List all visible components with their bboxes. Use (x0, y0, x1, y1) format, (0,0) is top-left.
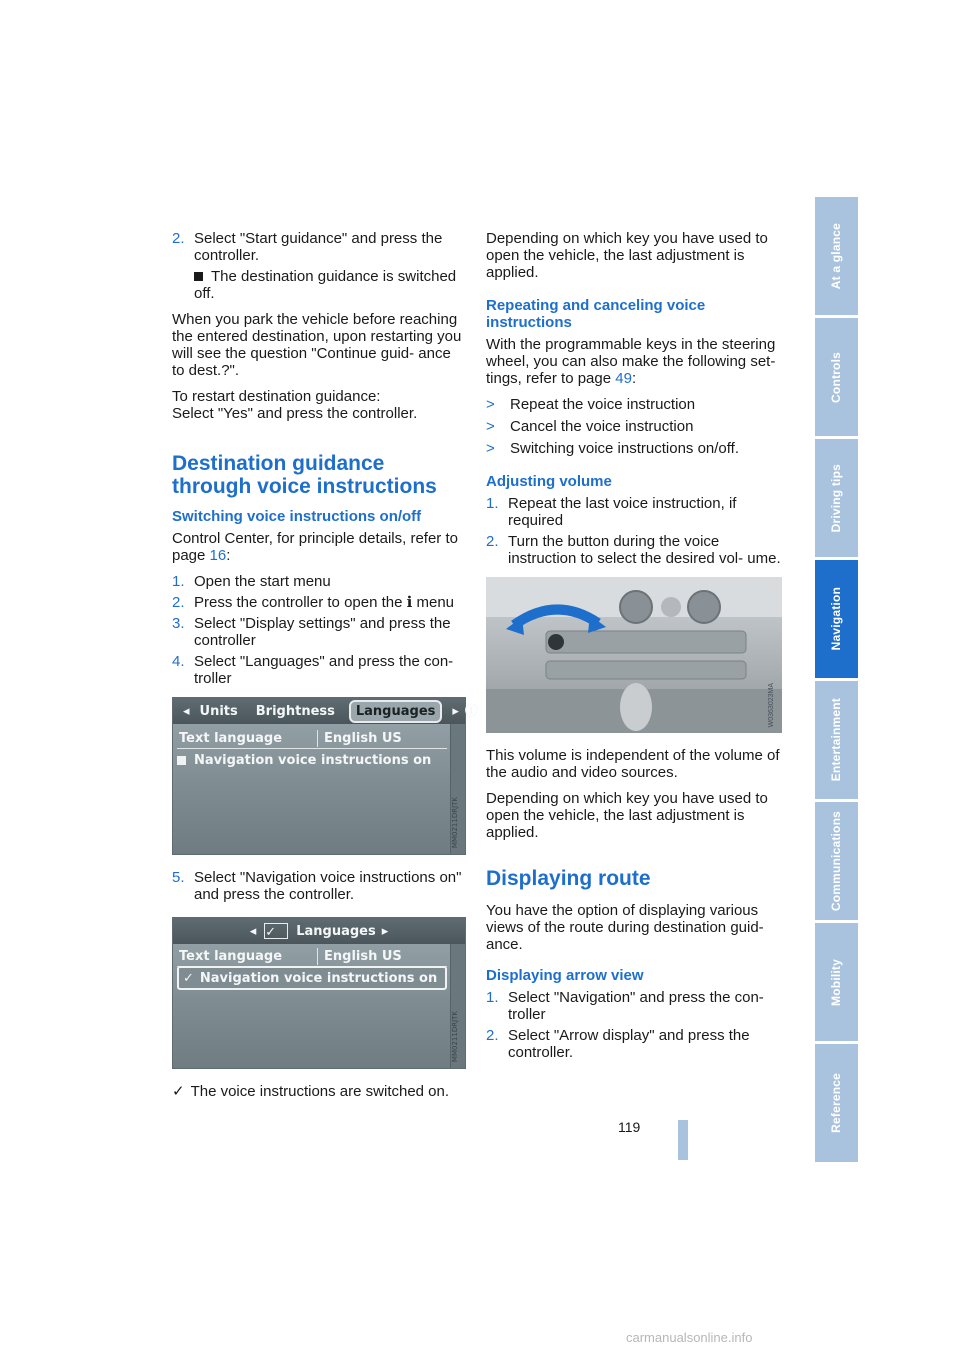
page-marker-bar (678, 1120, 688, 1160)
step-4: 4. Select "Languages" and press the con- troller (172, 653, 454, 687)
heading-adjusting-volume: Adjusting volume (486, 473, 612, 490)
heading-voice-guidance: Destination guidance through voice instructions (172, 452, 437, 498)
row-text-language: Text language English US (177, 728, 447, 749)
display-screenshot-nav-voice-on (172, 917, 466, 1069)
para-key-1: Depending on which key you have used to open the vehicle, the last adjustment is applied. (486, 230, 768, 281)
para-programmable-keys: With the programmable keys in the steering wheel, you can also make the following set- tings, refer to page 49: (486, 336, 776, 387)
screen-menu-bar (173, 918, 465, 944)
para-restart-2: Select "Yes" and press the controller. (172, 405, 418, 422)
menu-brightness: Brightness (255, 703, 335, 719)
menu-languages-selected: Languages (349, 700, 443, 723)
para-park: When you park the vehicle before reaching the entered destination, upon restarting you will see the question "Continue guid- ance to dest.?". (172, 311, 462, 379)
step-2: 2. Press the controller to open the ℹ menu (172, 594, 455, 611)
step-1: 1. Open the start menu (172, 573, 331, 590)
display-screenshot-languages (172, 697, 478, 855)
right-column (486, 230, 782, 1065)
left-arrow-icon: ◂ (249, 923, 257, 939)
watermark: carmanualsonline.info (626, 1330, 753, 1345)
row-nav-voice: Navigation voice instructions on (177, 750, 447, 770)
row-nav-voice-selected: ✓ Navigation voice instructions on (177, 966, 447, 990)
row-text-language: Text language English US (177, 946, 447, 967)
tab-entertainment[interactable]: Entertainment (815, 681, 858, 799)
chapter-tabs (815, 197, 858, 1165)
heading-arrow-view: Displaying arrow view (486, 967, 644, 984)
image-code: MM0211DRJTK (451, 1010, 459, 1062)
menu-units: Units (199, 703, 238, 719)
page-number: 119 (618, 1119, 641, 1135)
checkmark-icon: ✓ (264, 923, 288, 939)
checkmark-icon: ✓ (172, 1083, 185, 1100)
bullet-cancel: > Cancel the voice instruction (486, 418, 694, 435)
tab-navigation[interactable]: Navigation (815, 560, 858, 678)
left-column (172, 230, 478, 1109)
step-result: The destination guidance is switched off. (194, 268, 457, 302)
step-5: 5. Select "Navigation voice instructions on" and press the controller. (172, 869, 462, 903)
tab-communications[interactable]: Communications (815, 802, 858, 920)
page-link-49[interactable]: 49 (615, 370, 632, 387)
image-code: MM0211DRJTK (451, 796, 459, 848)
dashboard-volume-photo (486, 577, 782, 733)
subheading-switch-voice: Switching voice instructions on/off (172, 508, 422, 525)
right-arrow-icon: ▸ (381, 923, 389, 939)
para-independent: This volume is independent of the volume of the audio and video sources. (486, 747, 780, 781)
image-code: W0363023MA (768, 682, 775, 727)
para-route: You have the option of displaying various views of the route during destination guid- ance. (486, 902, 764, 953)
screen-menu-bar (173, 698, 478, 724)
menu-languages: Languages (296, 923, 376, 939)
step-number: 2. (172, 230, 185, 247)
checkbox-empty-icon (177, 756, 186, 765)
tab-mobility[interactable]: Mobility (815, 923, 858, 1041)
tab-controls[interactable]: Controls (815, 318, 858, 436)
para-restart-1: To restart destination guidance: (172, 388, 381, 405)
step-2-start-guidance (172, 230, 464, 264)
heading-displaying-route: Displaying route (486, 867, 651, 890)
bullet-repeat: > Repeat the voice instruction (486, 396, 696, 413)
heading-repeat-cancel: Repeating and canceling voice instructions (486, 297, 706, 331)
para-control-center: Control Center, for principle details, refer to page 16: (172, 530, 458, 564)
bullet-switch: > Switching voice instructions on/off. (486, 440, 740, 457)
end-marker-icon (194, 272, 203, 281)
para-switched-on: ✓ The voice instructions are switched on. (172, 1083, 450, 1100)
step-3: 3. Select "Display settings" and press the controller (172, 615, 451, 649)
dashboard-illustration (486, 577, 782, 733)
left-arrow-icon: ◂ (183, 703, 190, 719)
info-icon: ⓘ (464, 703, 478, 719)
step-text: Select "Start guidance" and press the controller. (194, 230, 443, 264)
para-key-2: Depending on which key you have used to open the vehicle, the last adjustment is applied. (486, 790, 768, 841)
vol-step-1: 1. Repeat the last voice instruction, if required (486, 495, 737, 529)
page-link-16[interactable]: 16 (209, 547, 227, 564)
checkmark-icon: ✓ (183, 970, 194, 986)
tab-driving-tips[interactable]: Driving tips (815, 439, 858, 557)
vol-step-2: 2. Turn the button during the voice instruction to select the desired vol- ume. (486, 533, 781, 567)
tab-reference[interactable]: Reference (815, 1044, 858, 1162)
arrow-step-2: 2. Select "Arrow display" and press the controller. (486, 1027, 750, 1061)
tab-at-a-glance[interactable]: At a glance (815, 197, 858, 315)
arrow-step-1: 1. Select "Navigation" and press the con- troller (486, 989, 764, 1023)
right-arrow-icon: ▸ (452, 703, 459, 719)
